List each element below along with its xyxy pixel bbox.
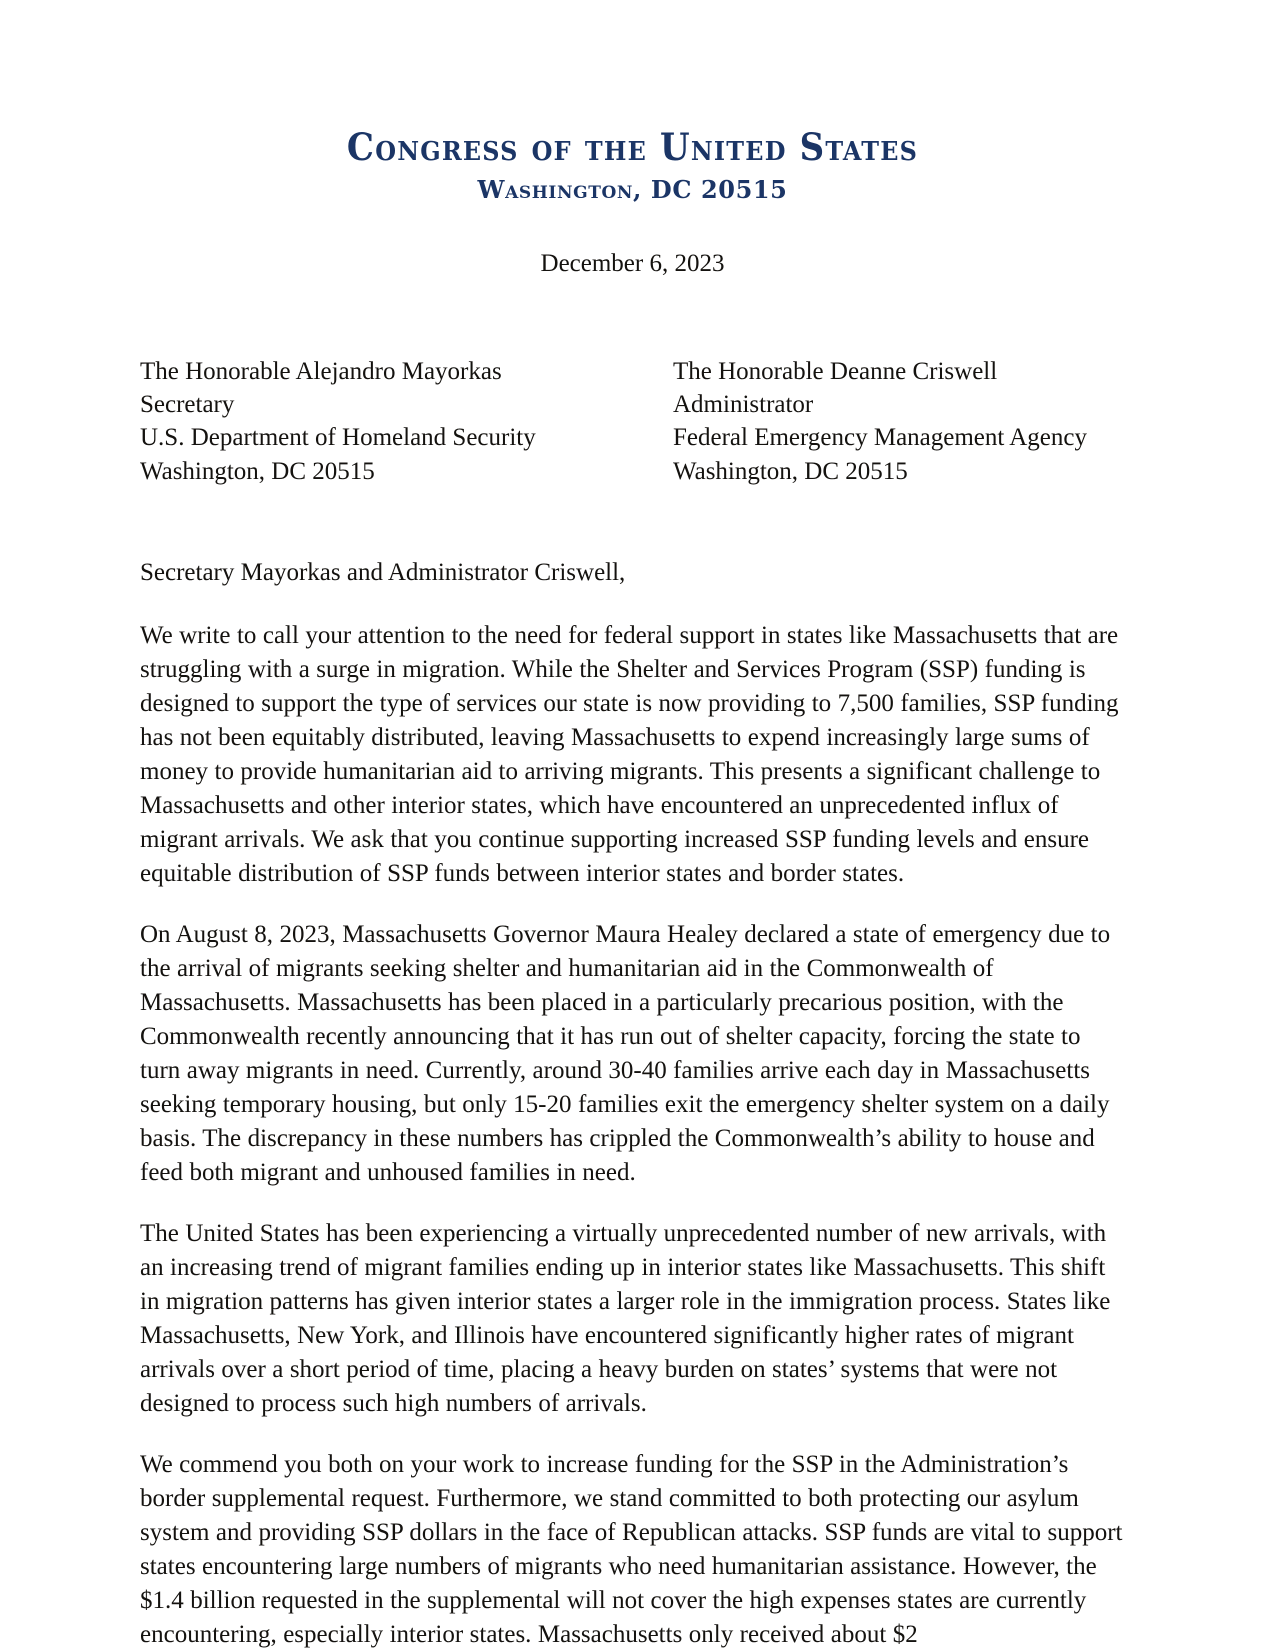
body-paragraph: We write to call your attention to the need for federal support in states like Massachusetts that are struggling with a surge in migration. While the Shelter and Services Program (SSP) funding is designed to support the type of services our state is now providing to 7,500 families, SSP funding has not been equitably distributed, leaving Massachusetts to expend increasingly large sums of money to provide humanitarian aid to arriving migrants. This presents a significant challenge to Massachusetts and other interior states, which have encountered an unprecedented influx of migrant arrivals. We ask that you continue supporting increased SSP funding levels and ensure equitable distribution of SSP funds between interior states and border states.	[140, 622, 1119, 888]
body-paragraph: We commend you both on your work to increase funding for the SSP in the Administration’s border supplemental request. Furthermore, we stand committed to both protecting our asylum system and providing SSP dollars in the face of Republican attacks. SSP funds are vital to support states encountering large numbers of migrants who need humanitarian assistance. However, the $1.4 billion requested in the supplemental will not cover the high expenses states are currently encountering, especially interior states. Massachusetts only received about $2	[140, 1451, 1123, 1649]
letterhead	[140, 0, 1125, 204]
recipient-title: Secretary	[140, 391, 235, 419]
recipient-block-secondary	[673, 355, 1113, 488]
recipient-name: The Honorable Alejandro Mayorkas	[140, 357, 502, 385]
letter-date: December 6, 2023	[540, 249, 725, 277]
letter-body	[140, 619, 1125, 1652]
letterhead-title: Congress of the United States	[346, 125, 919, 169]
recipient-organization: U.S. Department of Homeland Security	[140, 424, 536, 452]
recipient-addresses	[140, 355, 1125, 488]
letterhead-subtitle: Washington, DC 20515	[477, 174, 788, 204]
body-paragraph: On August 8, 2023, Massachusetts Governor Maura Healey declared a state of emergency due to the arrival of migrants seeking shelter and humanitarian aid in the Commonwealth of Massachusetts. Massachusetts has been placed in a particularly precarious position, with the Commonwealth recently announcing that it has run out of shelter capacity, forcing the state to turn away migrants in need. Currently, around 30-40 families arrive each day in Massachusetts seeking temporary housing, but only 15-20 families exit the emergency shelter system on a daily basis. The discrepancy in these numbers has crippled the Commonwealth’s ability to house and feed both migrant and unhoused families in need.	[140, 921, 1111, 1187]
recipient-title: Administrator	[673, 391, 814, 419]
body-paragraph: The United States has been experiencing a virtually unprecedented number of new arrivals, with an increasing trend of migrant families ending up in interior states like Massachusetts. This shift in migration patterns has given interior states a larger role in the immigration process. States like Massachusetts, New York, and Illinois have encountered significantly higher rates of migrant arrivals over a short period of time, placing a heavy burden on states’ systems that were not designed to process such high numbers of arrivals.	[140, 1220, 1111, 1418]
recipient-name: The Honorable Deanne Criswell	[673, 357, 998, 385]
recipient-block-primary	[140, 355, 673, 488]
salutation: Secretary Mayorkas and Administrator Criswell,	[140, 558, 626, 586]
recipient-organization: Federal Emergency Management Agency	[673, 424, 1087, 452]
recipient-location: Washington, DC 20515	[140, 457, 375, 485]
recipient-location: Washington, DC 20515	[673, 457, 908, 485]
